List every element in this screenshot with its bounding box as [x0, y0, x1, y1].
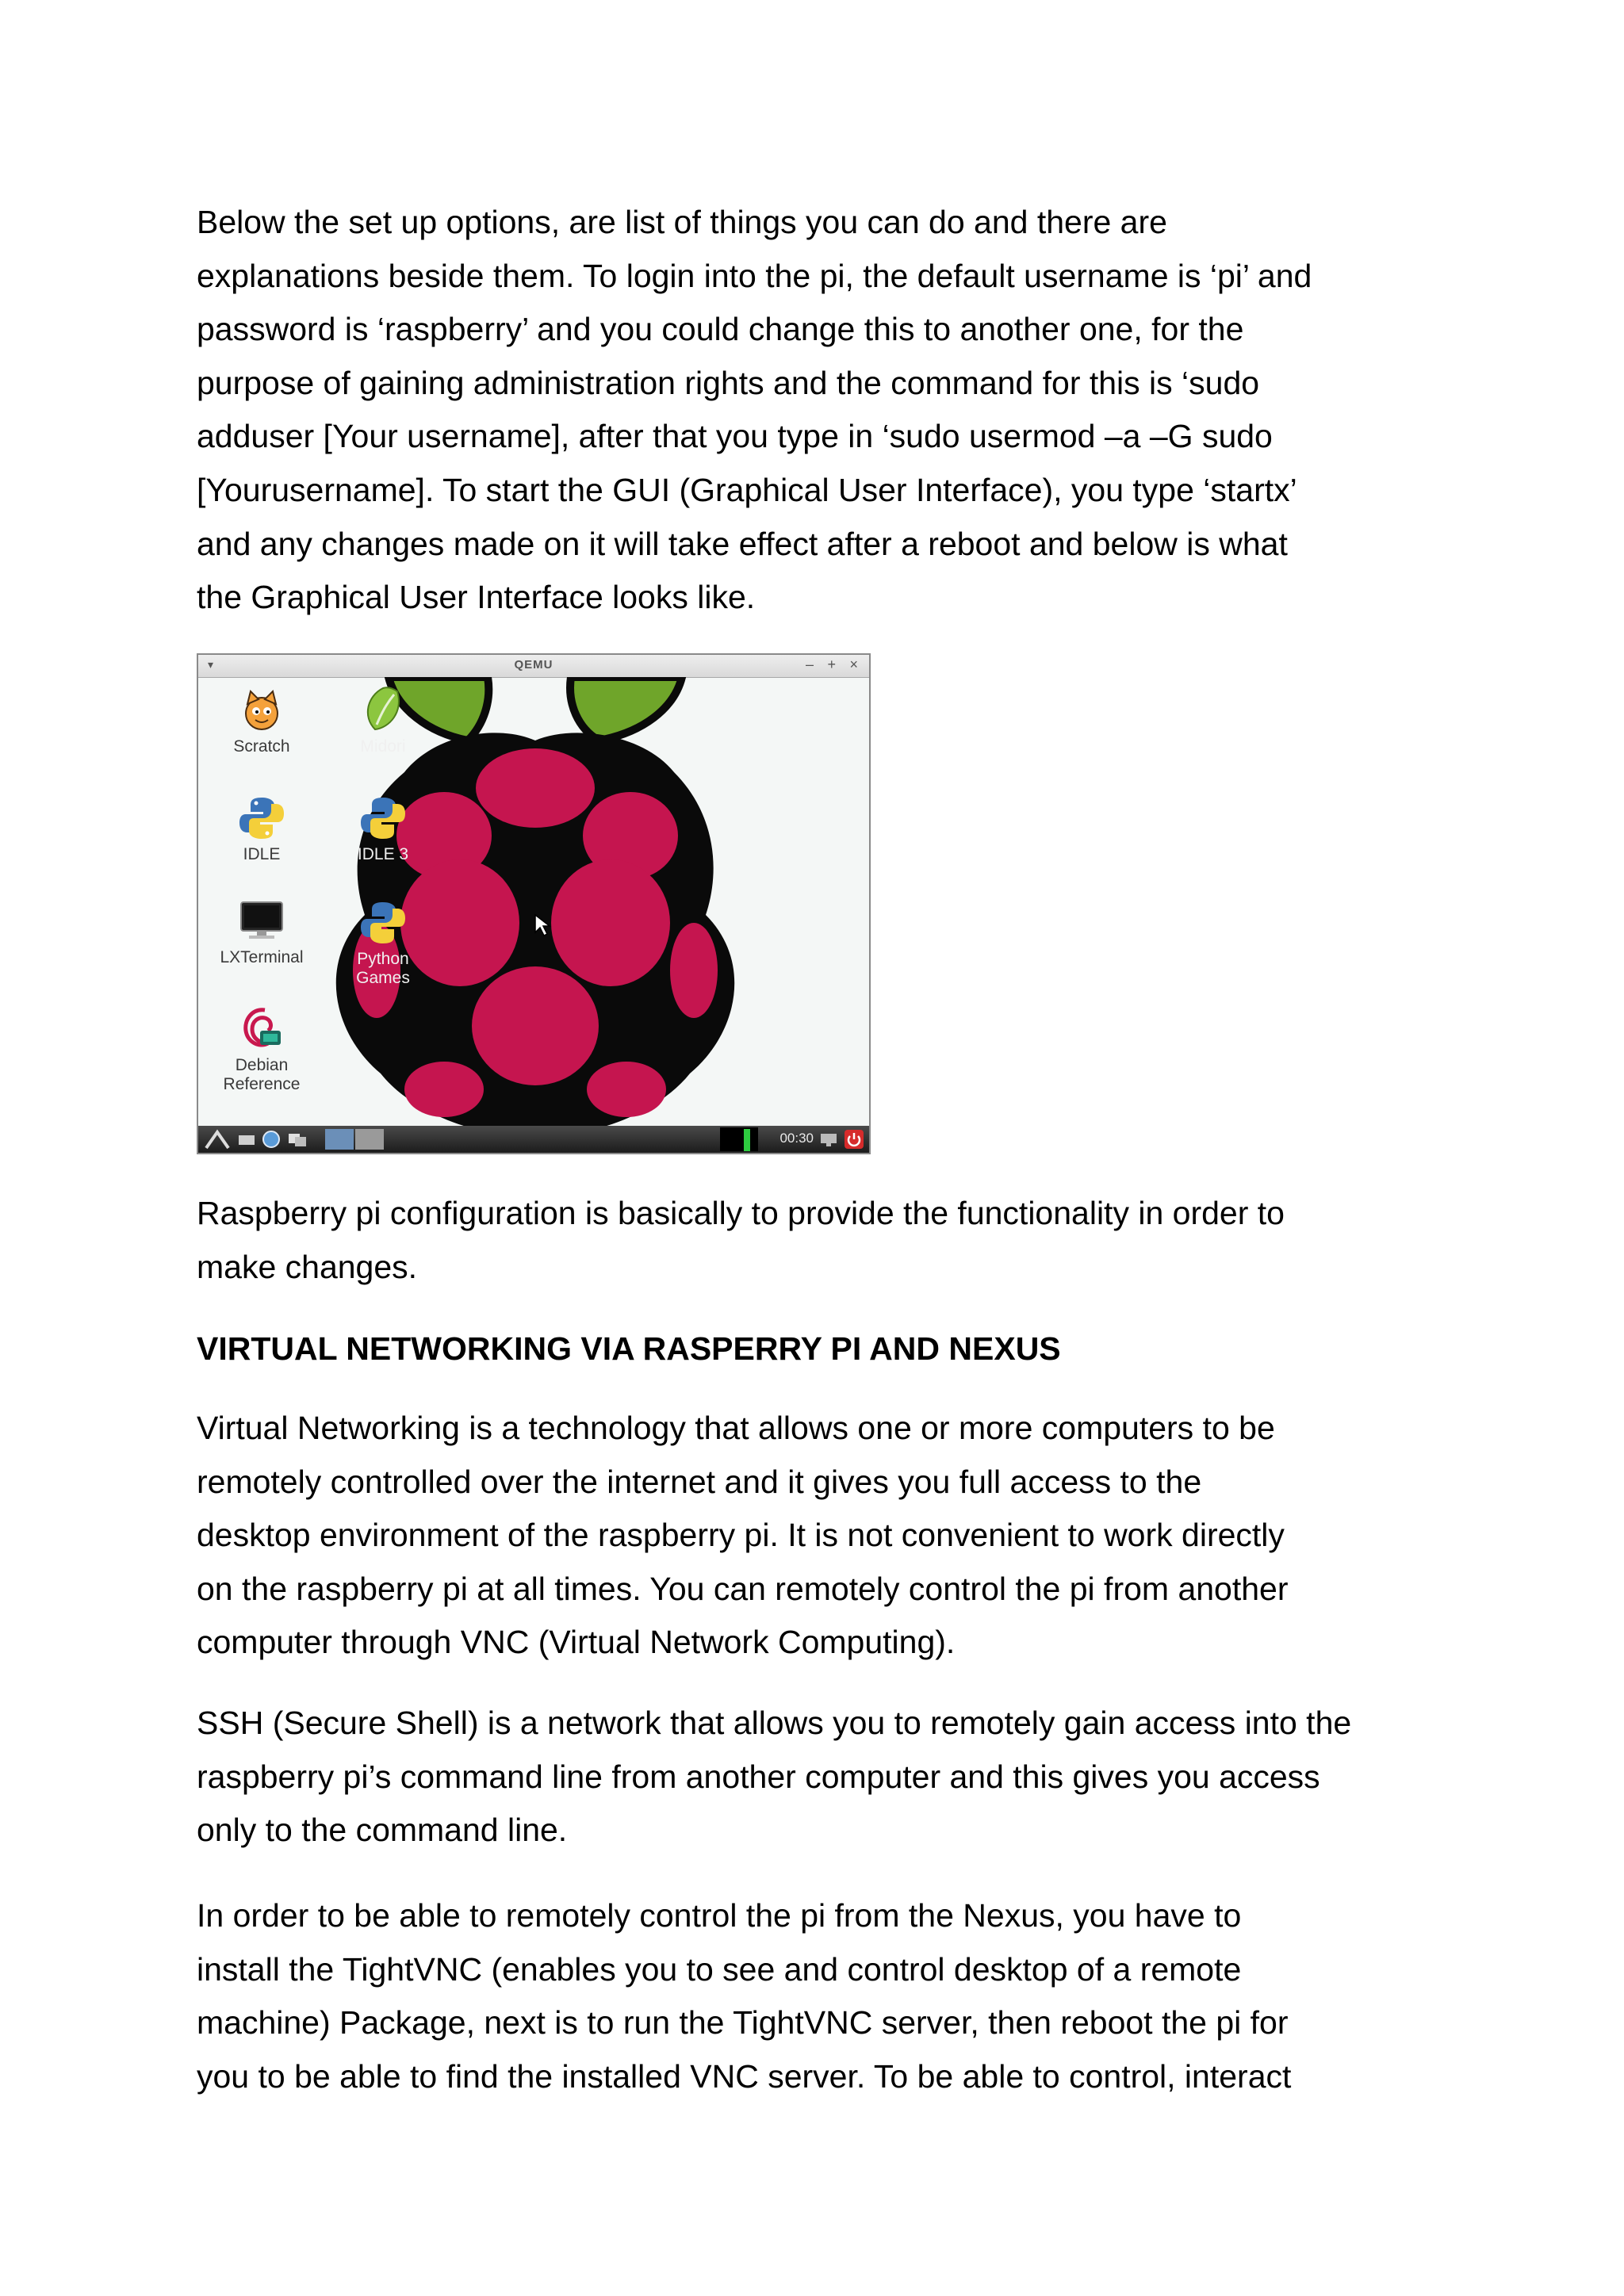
windows-switch-icon[interactable]	[285, 1126, 309, 1153]
network-icon[interactable]	[817, 1126, 841, 1153]
desktop-icon-debian-reference[interactable]	[202, 1004, 321, 1094]
cpu-monitor	[720, 1127, 758, 1151]
lxde-menu-icon[interactable]	[201, 1126, 233, 1153]
icon-label: IDLE	[243, 845, 281, 863]
text-line: Raspberry pi configuration is basically to provide the functionality in order to	[197, 1195, 1285, 1231]
python-logo-icon	[358, 794, 408, 840]
text-line: In order to be able to remotely control the pi from the Nexus, you have to	[197, 1897, 1242, 1934]
qemu-screenshot	[197, 653, 871, 1154]
browser-globe-icon[interactable]	[260, 1126, 282, 1153]
qemu-titlebar	[198, 655, 869, 678]
config-paragraph	[197, 1187, 1434, 1294]
file-manager-icon[interactable]	[236, 1126, 257, 1153]
section-heading	[197, 1326, 1434, 1371]
desktop-icon-idle[interactable]	[202, 794, 321, 864]
desktop-area	[198, 677, 869, 1126]
desktop-icon-python-games[interactable]	[324, 899, 442, 988]
text-line: machine) Package, next is to run the TightVNC server, then reboot the pi for	[197, 2004, 1289, 2042]
text-line: Below the set up options, are list of things you can do and there are	[197, 204, 1167, 240]
text-line: raspberry pi’s command line from another computer and this gives you access	[197, 1758, 1320, 1795]
python-logo-icon	[358, 899, 408, 945]
nexus-paragraph	[197, 1889, 1434, 2103]
icon-label: Midori	[360, 737, 406, 756]
window-menu-icon: ▾	[208, 658, 214, 671]
window-title: QEMU	[514, 658, 553, 672]
icon-label: Scratch	[233, 737, 290, 756]
text-line: Virtual Networking is a technology that allows one or more computers to be	[197, 1410, 1275, 1446]
minimize-icon: –	[805, 656, 814, 672]
taskbar-clock: 00:30	[779, 1131, 814, 1146]
terminal-monitor-icon	[236, 899, 287, 943]
icon-label: Debian Reference	[223, 1056, 301, 1093]
text-line: desktop environment of the raspberry pi. It is not convenient to work directly	[197, 1517, 1285, 1554]
icon-label: LXTerminal	[220, 948, 304, 966]
heading-text: VIRTUAL NETWORKING VIA RASPERRY PI AND NEXUS	[197, 1330, 1061, 1367]
scratch-cat-icon	[236, 690, 287, 733]
ssh-paragraph	[197, 1697, 1434, 1858]
lxde-taskbar	[198, 1126, 869, 1153]
text-line: on the raspberry pi at all times. You can remotely control the pi from another	[197, 1570, 1289, 1607]
icon-label: Python Games	[356, 950, 410, 987]
text-line: make changes.	[197, 1248, 418, 1285]
workspace-2[interactable]	[355, 1129, 384, 1150]
close-icon: ×	[849, 656, 858, 672]
text-line: remotely controlled over the internet and it gives you full access to the	[197, 1463, 1202, 1500]
midori-leaf-icon	[358, 685, 408, 733]
maximize-icon: +	[827, 656, 836, 672]
vnc-paragraph	[197, 1402, 1434, 1670]
intro-paragraph	[197, 196, 1434, 625]
power-icon[interactable]	[842, 1126, 866, 1153]
text-line: and any changes made on it will take effect after a reboot and below is what	[197, 525, 1288, 562]
debian-swirl-icon	[236, 1004, 287, 1051]
text-line: [Yourusername]. To start the GUI (Graphical User Interface), you type ‘startx’	[197, 471, 1297, 508]
workspace-1[interactable]	[325, 1129, 354, 1150]
desktop-icon-midori[interactable]	[324, 685, 442, 756]
text-line: the Graphical User Interface looks like.	[197, 579, 756, 616]
text-line: explanations beside them. To login into the pi, the default username is ‘pi’ and	[197, 257, 1312, 294]
text-line: only to the command line.	[197, 1812, 568, 1849]
text-line: password is ‘raspberry’ and you could change this to another one, for the	[197, 311, 1244, 348]
desktop-icon-idle3[interactable]	[324, 794, 442, 864]
text-line: install the TightVNC (enables you to see and control desktop of a remote	[197, 1950, 1242, 1988]
icon-label: IDLE 3	[357, 845, 409, 863]
text-line: purpose of gaining administration rights and the command for this is ‘sudo	[197, 364, 1260, 401]
python-logo-icon	[236, 794, 287, 840]
desktop-icon-lxterminal[interactable]	[202, 899, 321, 967]
text-line: adduser [Your username], after that you type in ‘sudo usermod –a –G sudo	[197, 418, 1273, 455]
text-line: computer through VNC (Virtual Network Computing).	[197, 1624, 956, 1661]
desktop-icon-scratch[interactable]	[202, 690, 321, 756]
text-line: you to be able to find the installed VNC server. To be able to control, interact	[197, 2057, 1292, 2095]
text-line: SSH (Secure Shell) is a network that allows you to remotely gain access into the	[197, 1705, 1352, 1741]
